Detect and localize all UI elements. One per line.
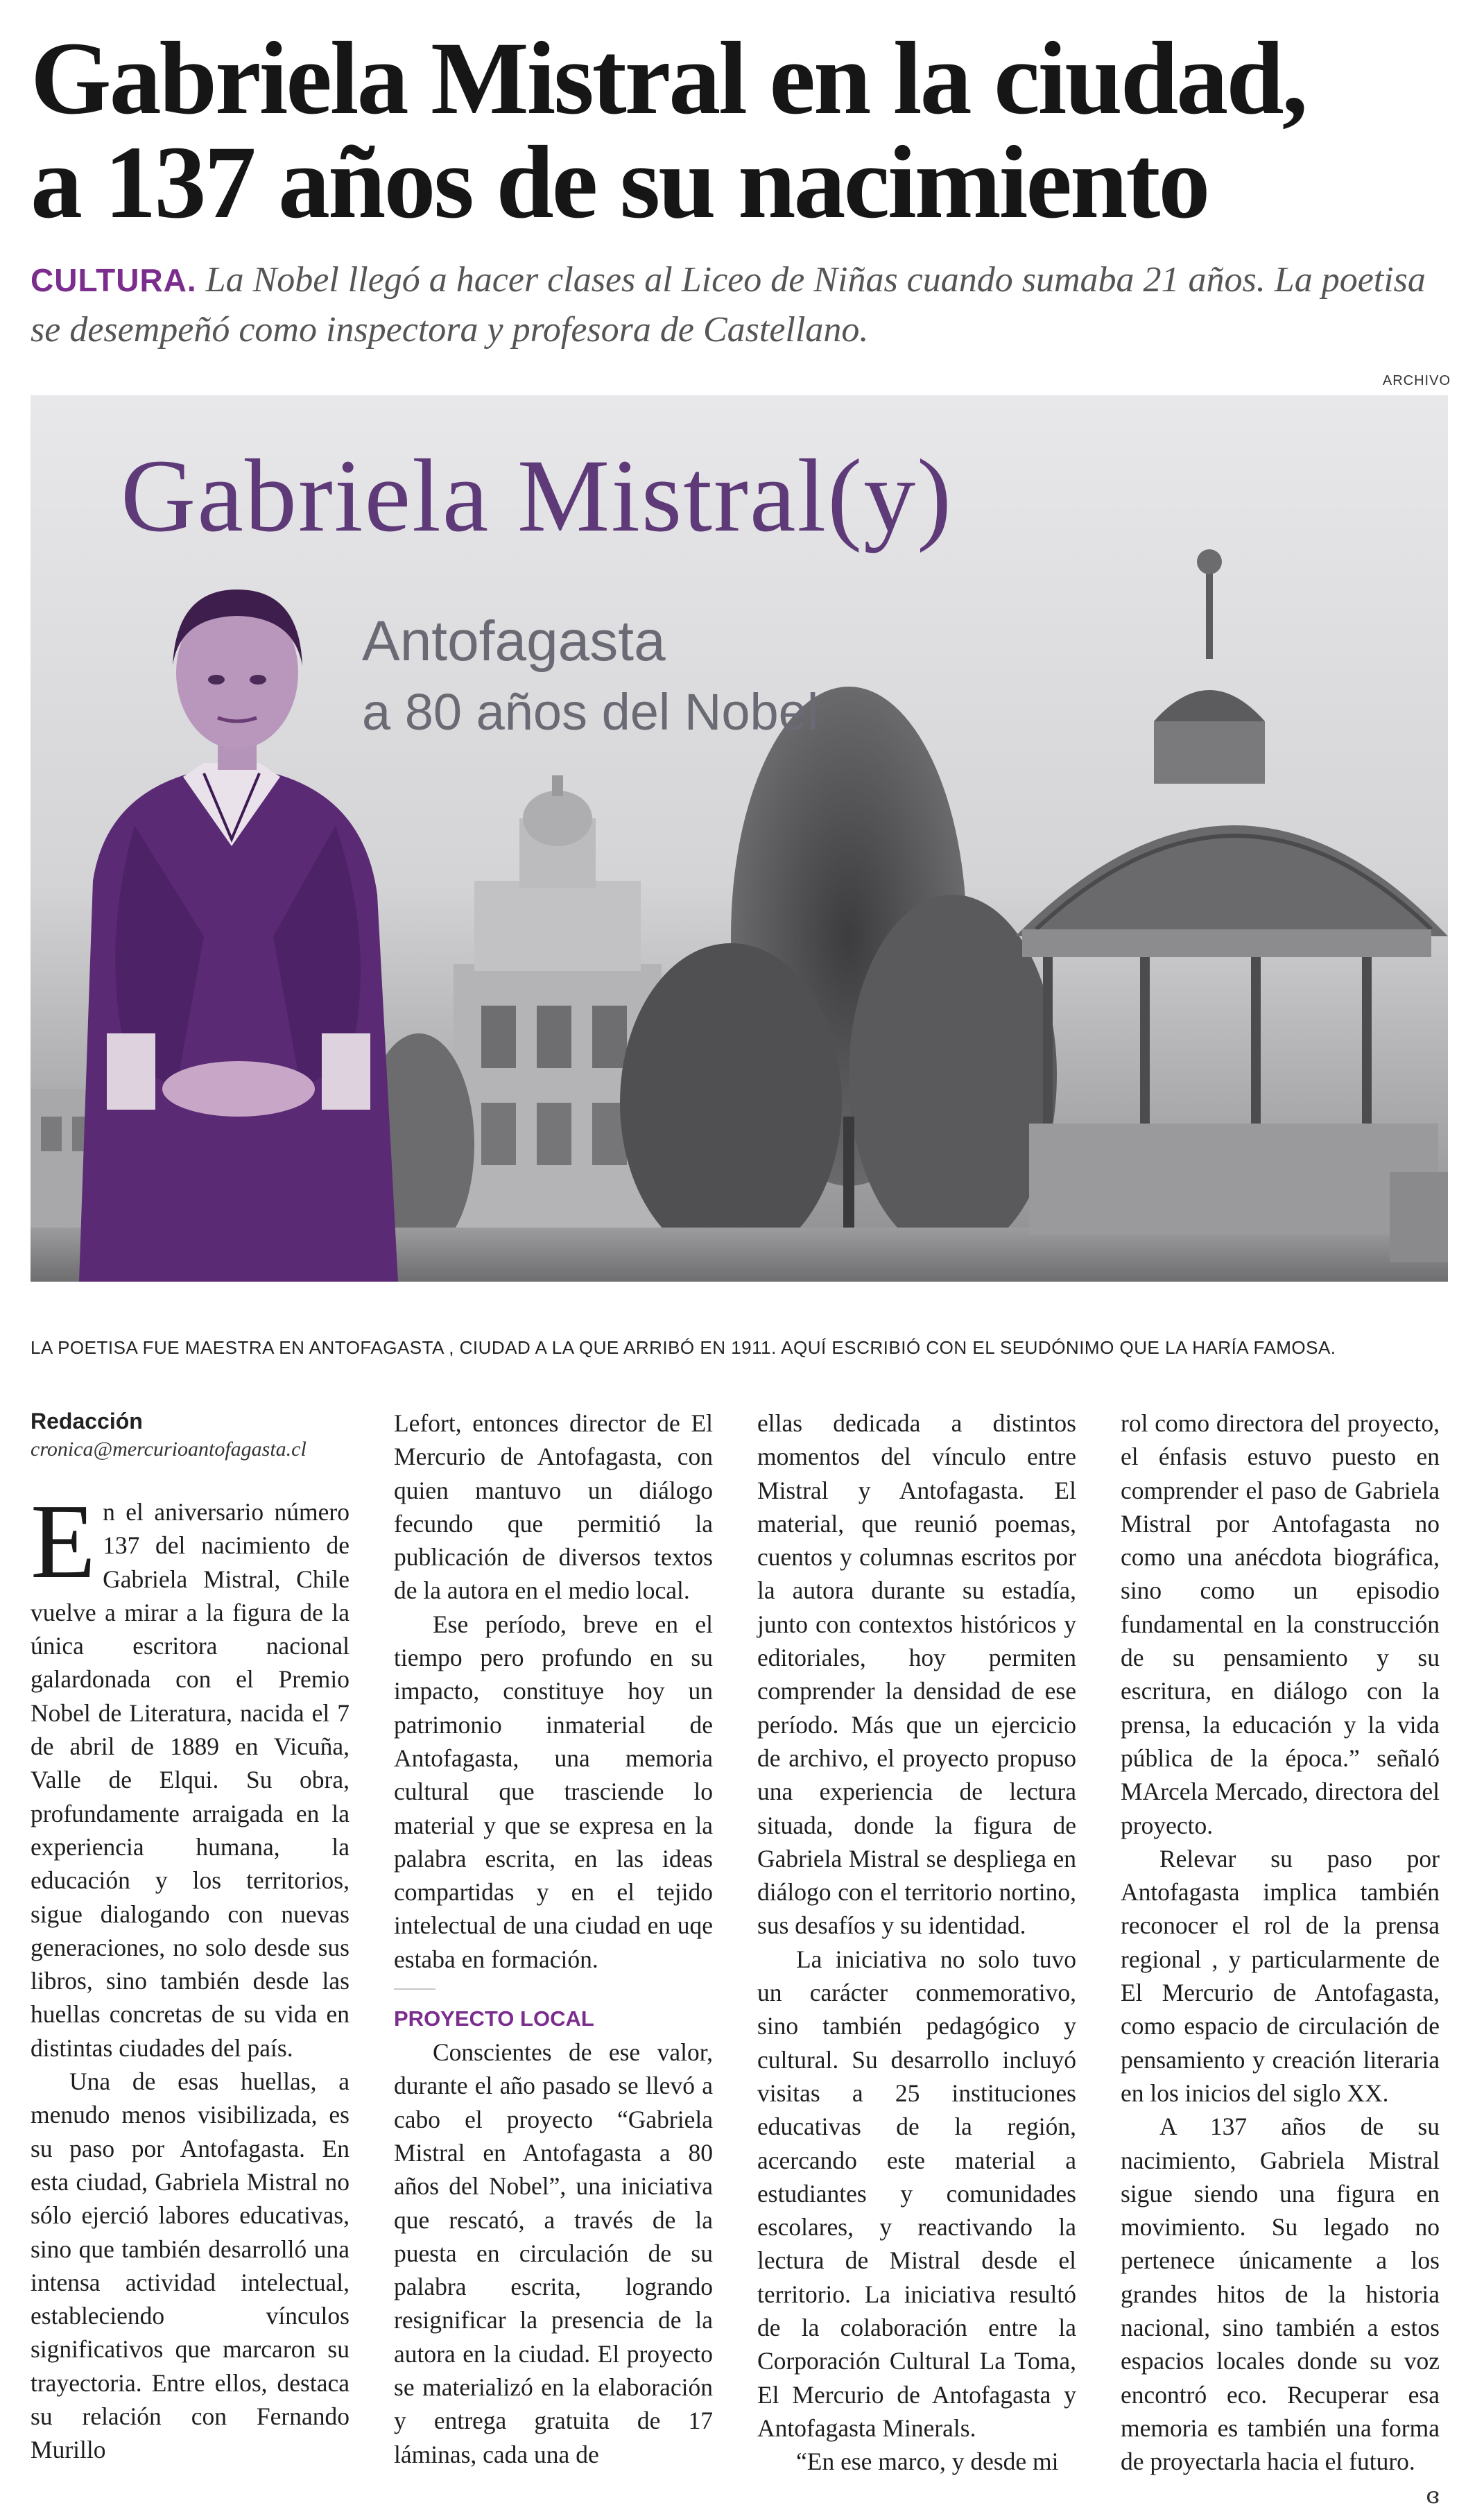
kicker-section: CULTURA. xyxy=(31,262,197,298)
paragraph-2: Una de esas huellas, a menudo menos visibilizada, es su paso por Antofagasta. En esta ciudad, Gabriela Mistral no sólo ejerció labores educativas, sino que también desarrolló una intensa actividad intelectual, estableciendo vínculos significativos que marcaron su trayectoria. Entre ellos, destaca su relación con Fernando Murillo xyxy=(31,2067,350,2464)
deck xyxy=(31,255,1459,355)
paragraph-8-text: A 137 años de su nacimiento, Gabriela Mistral sigue siendo una figura en movimiento. Su legado no pertenece únicamente a los grandes hitos de la historia nacional, sino también a estos espacios locales donde su voz encontró eco. Recuperar esa memoria es también una forma de proyectarla hacia el futuro. xyxy=(1121,2113,1440,2476)
subhead-proyecto-local: PROYECTO LOCAL xyxy=(394,2006,594,2031)
paragraph-1 xyxy=(31,1483,350,2065)
byline-email[interactable]: cronica@mercurioantofagasta.cl xyxy=(31,1438,307,1461)
photo-subtitle-1: Antofagasta xyxy=(362,610,666,673)
column-1 xyxy=(31,1406,350,2467)
paragraph-6: “En ese marco, y desde mi xyxy=(796,2448,1059,2476)
paragraph-3: Ese período, breve en el tiempo pero profundo en su impacto, constituye hoy un patrimonio inmaterial de Antofagasta, una memoria cultural que trasciende lo material y que se expresa en la palabra escrita, en las ideas compartidas y en el tejido intelectual de una ciudad en uqe estaba en formación. xyxy=(394,1610,713,1973)
column-3 xyxy=(757,1406,1076,2479)
paragraph-7: Relevar su paso por Antofagasta implica también reconocer el rol de la prensa regional , y particularmente de El Mercurio de Antofagasta, como espacio de circulación de pensamiento y creación literaria en los inicios del siglo XX. xyxy=(1121,1844,1440,2107)
deck-text: La Nobel llegó a hacer clases al Liceo de Niñas cuando sumaba 21 años. La poetisa se desempeñó como inspectora y profesora de Castellano. xyxy=(31,260,1426,350)
lead-photo xyxy=(31,395,1448,1282)
column-4 xyxy=(1121,1406,1440,2512)
headline xyxy=(31,21,1459,240)
paragraph-4: Conscientes de ese valor, durante el año pasado se llevó a cabo el proyecto “Gabriela Mistral en Antofagasta a 80 años del Nobel”, una iniciativa que rescató, a través de la puesta en circulación de su palabra escrita, logrando resignificar la presencia de la autora en la ciudad. El proyecto se materializó en la elaboración y entrega gratuita de 17 láminas, cada una de xyxy=(394,2038,713,2468)
dropcap: E xyxy=(31,1483,96,1601)
paragraph-4-continued: ellas dedicada a distintos momentos del vínculo entre Mistral y Antofagasta. El material, que reunió poemas, cuentos y columnas escritos por la autora durante su estadía, junto con contextos históricos y editoriales, hoy permiten comprender la densidad de ese período. Más que un ejercicio de archivo, el proyecto propuso una experiencia de lectura situada, donde la figura de Gabriela Mistral se despliega en diálogo con el territorio nortino, sus desafíos y su identidad. xyxy=(757,1409,1076,1940)
headline-line-2: a 137 años de su nacimiento xyxy=(31,125,1209,240)
photo-caption: LA POETISA FUE MAESTRA EN ANTOFAGASTA , CIUDAD A LA QUE ARRIBÓ EN 1911. AQUÍ ESCRIBIÓ CON EL SEUDÓNIMO QUE LA HARÍA FAMOSA. xyxy=(31,1337,1336,1358)
photo-subtitle-2: a 80 años del Nobel xyxy=(362,683,819,741)
paragraph-5: La iniciativa no solo tuvo un carácter conmemorativo, sino también pedagógico y cultural. Su desarrollo incluyó visitas a 25 instituciones educativas de la región, acercando este material a estudiantes y comunidades escolares, y reactivando la lectura de Mistral desde el territorio. La iniciativa resultó de la colaboración entre la Corporación Cultural La Toma, El Mercurio de Antofagasta y Antofagasta Minerals. xyxy=(757,1945,1076,2442)
paragraph-8 xyxy=(1121,2110,1440,2509)
column-2 xyxy=(394,1406,713,2471)
paragraph-6-continued: rol como directora del proyecto, el énfasis estuvo puesto en comprender el paso de Gabriela Mistral por Antofagasta no como una anécdota biográfica, sino como un episodio fundamental en la construcción de su pensamiento y su escritura, en diálogo con la prensa, la educación y la vida pública de la época.” señaló MArcela Mercado, directora del proyecto. xyxy=(1121,1409,1440,1839)
photo-title: Gabriela Mistral(y) xyxy=(121,438,954,553)
end-mark-icon: ɞ xyxy=(1426,2481,1440,2509)
paragraph-2-continued: Lefort, entonces director de El Mercurio de Antofagasta, con quien mantuvo un diálogo fecundo que permitió la publicación de diversos textos de la autora en el medio local. xyxy=(394,1409,713,1605)
photo-credit: ARCHIVO xyxy=(1382,373,1451,388)
byline-name: Redacción xyxy=(31,1409,143,1434)
headline-line-1: Gabriela Mistral en la ciudad, xyxy=(31,21,1306,136)
section-rule xyxy=(394,1988,435,1990)
paragraph-1-text: n el aniversario número 137 del nacimiento de Gabriela Mistral, Chile vuelve a mirar a la figura de la única escritora nacional galardonada con el Premio Nobel de Literatura, nacida el 7 de abril de 1889 en Vicuña, Valle de Elqui. Su obra, profundamente arraigada en la experiencia humana, la educación y los territorios, sigue dialogando con nuevas generaciones, no solo desde sus libros, sino también desde las huellas concretas de su vida en distintas ciudades del país. xyxy=(31,1498,350,2062)
